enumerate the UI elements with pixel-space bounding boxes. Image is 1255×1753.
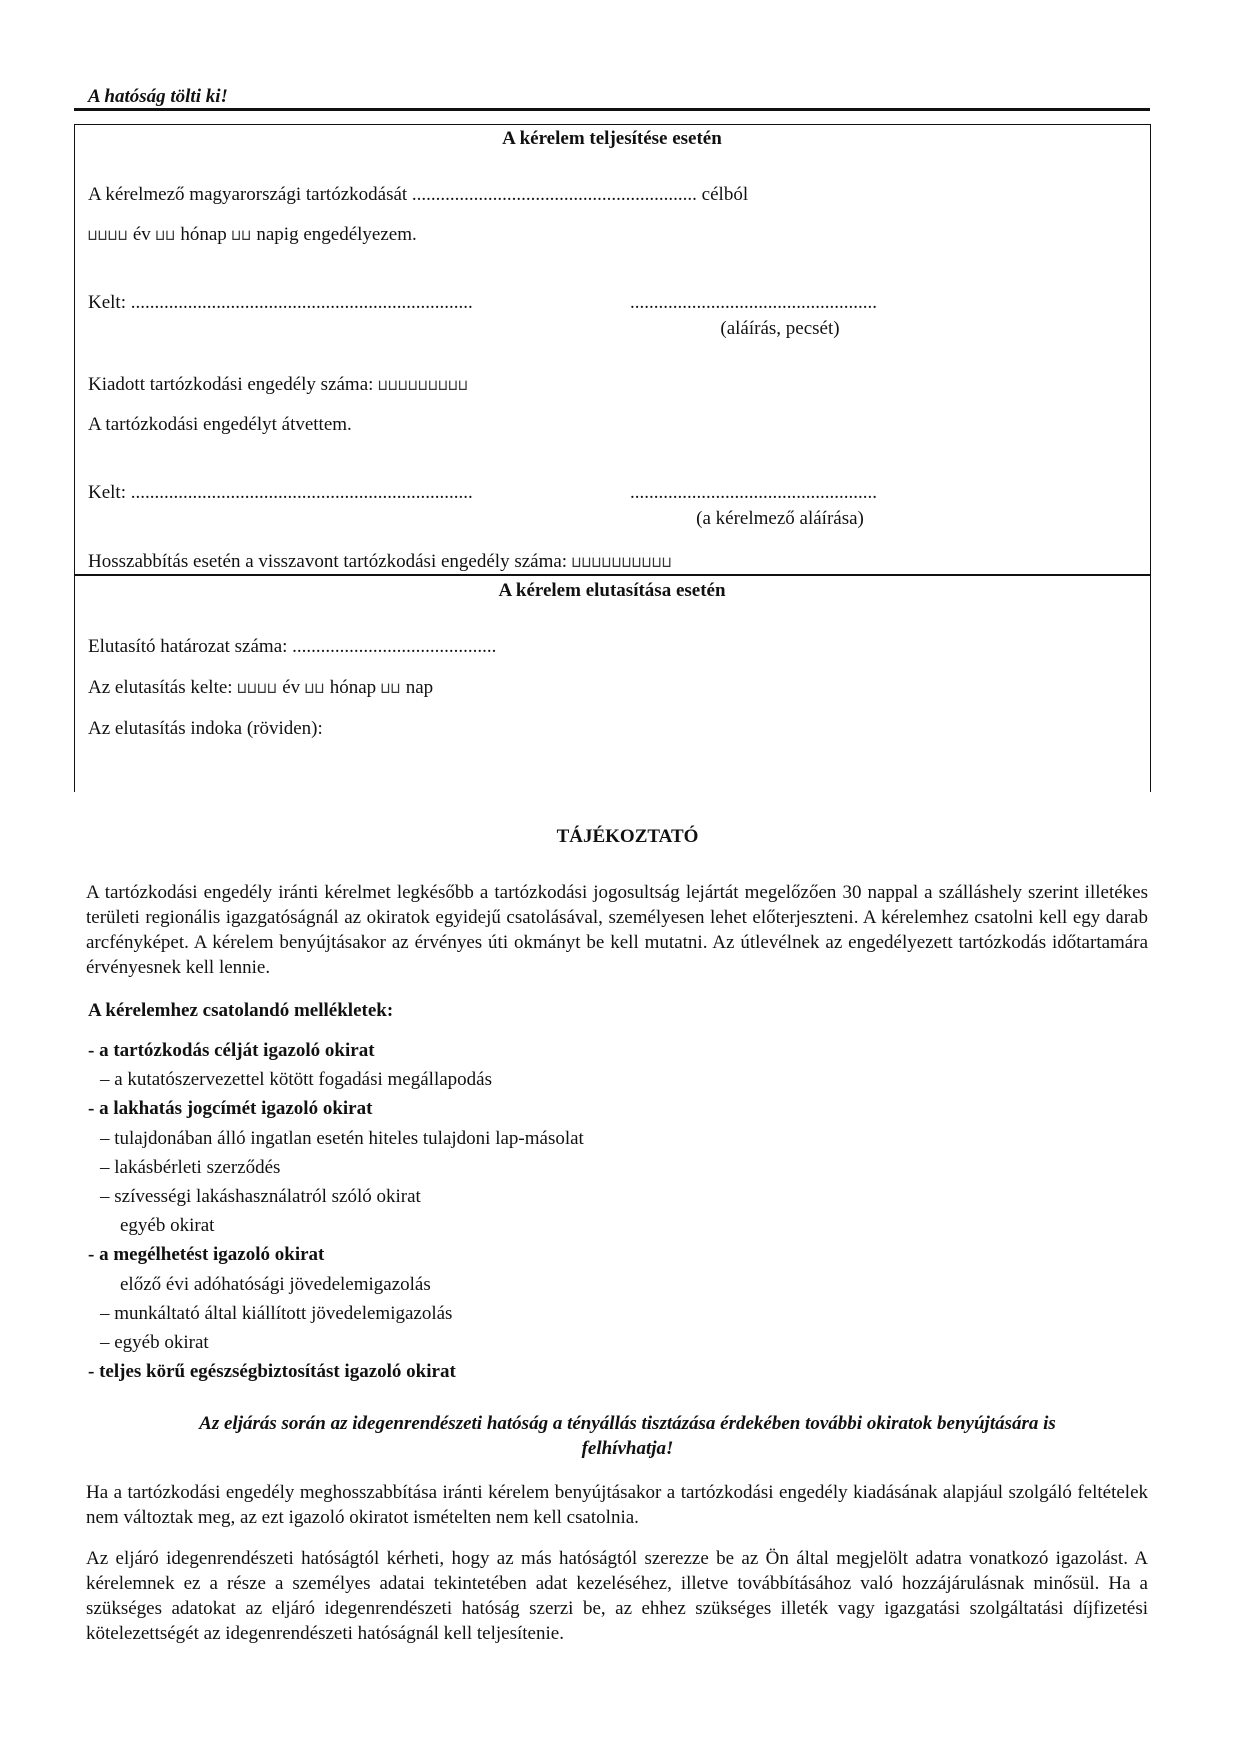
stay-purpose-line — [88, 184, 748, 206]
box-divider — [74, 574, 1150, 576]
info-paragraph-1: A tartózkodási engedély iránti kérelmet legkésőbb a tartózkodási jogosultság lejártát megelőzően 30 nappal a szálláshely szerint illetékes területi regionális igazgatóságnál az okiratok egyidejű csatolásával, személyesen lehet előterjeszteni. A kérelemhez csatolni kell egy darab arcfényképet. A kérelem benyújtásakor az érvényes úti okmányt be kell mutatni. Az útlevélnek az engedélyezett tartózkodás időtartamára érvényesnek kell lennie. — [86, 882, 1148, 978]
kelt2-label: Kelt: — [88, 482, 126, 503]
attachment-category: - a megélhetést igazoló okirat — [88, 1244, 325, 1265]
attachment-category: - a tartózkodás célját igazoló okirat — [88, 1040, 375, 1061]
validity-year-boxes[interactable]: ⊔⊔⊔⊔ — [88, 226, 129, 244]
revoked-permit-label: Hosszabbítás esetén a visszavont tartózkodási engedély száma: — [88, 551, 568, 572]
info-paragraph-2: Ha a tartózkodási engedély meghosszabbítása iránti kérelem benyújtásakor a tartózkodási engedély kiadásának alapjául szolgáló feltételek nem változtak meg, az ezt igazoló okiratot ismételten nem kell csatolnia. — [86, 1482, 1148, 1528]
kelt2-line — [88, 482, 473, 504]
stay-purpose-field[interactable]: ............................................................ — [411, 184, 697, 205]
signature-field[interactable]: .................................................... — [630, 292, 877, 313]
permit-number-boxes[interactable]: ⊔⊔⊔⊔⊔⊔⊔⊔⊔ — [378, 376, 469, 394]
attachment-item: – lakásbérleti szerződés — [100, 1157, 281, 1178]
kelt2-field[interactable]: ........................................................................ — [130, 482, 473, 503]
attachment-category: - a lakhatás jogcímét igazoló okirat — [88, 1098, 373, 1119]
rejection-reason-label: Az elutasítás indoka (röviden): — [88, 718, 323, 739]
stay-purpose-suffix: célból — [701, 184, 749, 205]
attachments-title: A kérelemhez csatolandó mellékletek: — [88, 1000, 394, 1021]
decision-number-line — [88, 636, 496, 658]
rejection-day-boxes[interactable]: ⊔⊔ — [380, 679, 401, 697]
kelt-field[interactable]: ........................................................................ — [130, 292, 473, 313]
validity-day-boxes[interactable]: ⊔⊔ — [231, 226, 252, 244]
attachment-item: – a kutatószervezettel kötött fogadási megállapodás — [100, 1069, 492, 1090]
approval-section-title: A kérelem teljesítése esetén — [502, 128, 722, 149]
permit-number-line — [88, 374, 468, 396]
attachment-item: előző évi adóhatósági jövedelemigazolás — [120, 1274, 431, 1295]
attachment-item: – szívességi lakáshasználatról szóló okirat — [100, 1186, 421, 1207]
notice-line-2: felhívhatja! — [581, 1438, 674, 1459]
decision-number-field[interactable]: ........................................... — [292, 636, 497, 657]
validity-date-line — [88, 224, 417, 246]
rejection-year-label: év — [282, 677, 301, 698]
revoked-permit-boxes[interactable]: ⊔⊔⊔⊔⊔⊔⊔⊔⊔⊔ — [571, 553, 673, 571]
info-title: TÁJÉKOZTATÓ — [556, 826, 699, 847]
stay-purpose-label: A kérelmező magyarországi tartózkodását — [88, 184, 408, 205]
applicant-signature-caption: (a kérelmező aláírása) — [696, 508, 864, 529]
kelt-line — [88, 292, 473, 314]
validity-suffix: napig engedélyezem. — [256, 224, 417, 245]
attachment-item: egyéb okirat — [120, 1215, 215, 1236]
revoked-permit-line — [88, 551, 672, 573]
rejection-date-label: Az elutasítás kelte: — [88, 677, 233, 698]
attachment-item: – egyéb okirat — [100, 1332, 209, 1353]
decision-number-label: Elutasító határozat száma: — [88, 636, 288, 657]
rejection-section-title: A kérelem elutasítása esetén — [498, 580, 726, 601]
applicant-signature-field[interactable]: .................................................... — [630, 482, 877, 503]
kelt-label: Kelt: — [88, 292, 126, 313]
rejection-day-label: nap — [405, 677, 434, 698]
signature-caption: (aláírás, pecsét) — [720, 318, 840, 339]
validity-month-label: hónap — [180, 224, 227, 245]
rejection-year-boxes[interactable]: ⊔⊔⊔⊔ — [237, 679, 278, 697]
rejection-month-boxes[interactable]: ⊔⊔ — [304, 679, 325, 697]
info-paragraph-3: Az eljáró idegenrendészeti hatóságtól kérheti, hogy az más hatóságtól szerezze be az Ön által megjelölt adatra vonatkozó igazolást. A kérelemnek ez a része a személyes adatai tekintetében adat kezeléséhez, illetve továbbításához való hozzájárulásnak minősül. Ha a szükséges adatokat az eljáró idegenrendészeti hatóság szerzi be, az ehhez szükséges illeték vagy igazgatási szolgáltatási díjfizetési kötelezettségét az idegenrendészeti hatóságnál kell teljesítenie. — [86, 1548, 1148, 1644]
rejection-month-label: hónap — [329, 677, 377, 698]
validity-month-boxes[interactable]: ⊔⊔ — [155, 226, 176, 244]
attachment-item: – tulajdonában álló ingatlan esetén hiteles tulajdoni lap-másolat — [100, 1128, 584, 1149]
authority-note: A hatóság tölti ki! — [88, 86, 228, 107]
validity-year-label: év — [132, 224, 151, 245]
permit-number-label: Kiadott tartózkodási engedély száma: — [88, 374, 374, 395]
header-rule — [74, 108, 1150, 111]
rejection-date-line — [88, 677, 433, 699]
attachment-item: – munkáltató által kiállított jövedelemigazolás — [100, 1303, 453, 1324]
permit-received-text: A tartózkodási engedélyt átvettem. — [88, 414, 352, 435]
notice-line-1: Az eljárás során az idegenrendészeti hatóság a tényállás tisztázása érdekében további okiratok benyújtására is — [199, 1413, 1056, 1434]
attachment-category: - teljes körű egészségbiztosítást igazoló okirat — [88, 1361, 456, 1382]
